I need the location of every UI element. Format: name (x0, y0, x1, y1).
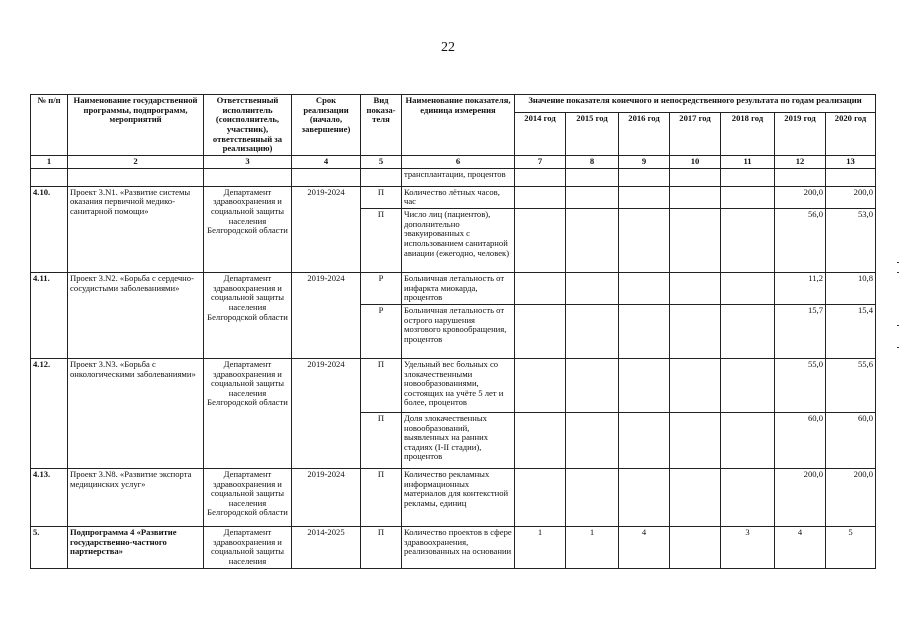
scan-mark (897, 272, 899, 273)
indicator-value (619, 209, 670, 273)
indicator-value (721, 186, 775, 208)
indicator-value: 200,0 (826, 186, 876, 208)
indicator-value (619, 168, 670, 186)
table-row (31, 468, 876, 526)
row-number: 4.11. (31, 273, 68, 359)
indicator-value (775, 168, 826, 186)
indicator-value: 15,4 (826, 304, 876, 358)
header-term: Срок реализации (начало, завершение) (292, 95, 361, 156)
indicator-value (566, 304, 619, 358)
scan-mark (897, 262, 899, 263)
program-name: Проект 3.N2. «Борьба с сердечно-сосудистыми заболеваниями» (68, 273, 204, 359)
header-year: 2016 год (619, 112, 670, 155)
column-number: 5 (361, 155, 402, 168)
column-number: 6 (402, 155, 515, 168)
indicator-value: 60,0 (826, 412, 876, 468)
indicator-value (721, 273, 775, 305)
indicator-value (619, 186, 670, 208)
indicator-type: Р (361, 304, 402, 358)
indicator-value: 4 (619, 526, 670, 568)
row-number (31, 168, 68, 186)
indicator-value: 55,0 (775, 358, 826, 412)
column-number: 4 (292, 155, 361, 168)
term: 2014-2025 (292, 526, 361, 568)
indicator-value (619, 304, 670, 358)
column-number: 11 (721, 155, 775, 168)
indicator-value: 200,0 (826, 468, 876, 526)
indicator-name: Количество проектов в сфере здравоохранения, реализованных на основании (402, 526, 515, 568)
term (292, 168, 361, 186)
executor-name: Департамент здравоохранения и социальной защиты населения (204, 526, 292, 568)
indicator-value: 1 (515, 526, 566, 568)
row-number: 4.10. (31, 186, 68, 272)
indicator-value (515, 186, 566, 208)
header-year: 2015 год (566, 112, 619, 155)
row-number: 5. (31, 526, 68, 568)
indicator-type (361, 168, 402, 186)
indicator-value: 3 (721, 526, 775, 568)
program-name: Проект 3.N1. «Развитие системы оказания первичной медико-санитарной помощи» (68, 186, 204, 272)
indicator-value (515, 468, 566, 526)
executor-name: Департамент здравоохранения и социальной защиты населения Белгородской области (204, 468, 292, 526)
column-number: 9 (619, 155, 670, 168)
indicators-table (30, 94, 876, 569)
indicator-value (619, 412, 670, 468)
table-row (31, 168, 876, 186)
indicator-value (566, 468, 619, 526)
header-year: 2020 год (826, 112, 876, 155)
header-year: 2019 год (775, 112, 826, 155)
indicator-value: 1 (566, 526, 619, 568)
header-year: 2014 год (515, 112, 566, 155)
table-row (31, 273, 876, 305)
indicator-value (566, 412, 619, 468)
table-row (31, 186, 876, 208)
header-value-group: Значение показателя конечного и непосредственного результата по годам реализации (515, 95, 876, 113)
scan-mark (897, 347, 899, 348)
indicator-value (619, 358, 670, 412)
indicator-value: 53,0 (826, 209, 876, 273)
indicator-value (515, 273, 566, 305)
indicator-value (515, 358, 566, 412)
indicator-value (515, 412, 566, 468)
program-name (68, 168, 204, 186)
page-number: 22 (441, 40, 455, 55)
header-indicator: Наименование показателя, единица измерения (402, 95, 515, 156)
indicator-value (670, 186, 721, 208)
executor-name: Департамент здравоохранения и социальной защиты населения Белгородской области (204, 358, 292, 468)
indicator-value (670, 526, 721, 568)
indicator-type: П (361, 209, 402, 273)
indicator-value (721, 168, 775, 186)
indicator-value (670, 209, 721, 273)
indicator-value (566, 186, 619, 208)
indicator-value: 10,8 (826, 273, 876, 305)
indicator-value (721, 412, 775, 468)
indicator-value (566, 273, 619, 305)
column-number: 13 (826, 155, 876, 168)
indicator-name: Число лиц (пациентов), дополнительно эвакуированных с использованием санитарной авиации (ежегодно, человек) (402, 209, 515, 273)
indicator-value: 4 (775, 526, 826, 568)
indicator-value (670, 304, 721, 358)
term: 2019-2024 (292, 186, 361, 272)
indicator-value (826, 168, 876, 186)
indicator-type: П (361, 358, 402, 412)
column-number: 2 (68, 155, 204, 168)
indicator-value (566, 358, 619, 412)
indicator-type: П (361, 412, 402, 468)
scan-mark (897, 325, 899, 326)
indicator-name: Больничная летальность от острого нарушения мозгового кровообращения, процентов (402, 304, 515, 358)
term: 2019-2024 (292, 358, 361, 468)
term: 2019-2024 (292, 273, 361, 359)
column-number: 7 (515, 155, 566, 168)
indicator-type: П (361, 526, 402, 568)
indicator-name: Удельный вес больных со злокачественными новообразованиями, состоящих на учёте 5 лет и более, процентов (402, 358, 515, 412)
program-name: Проект 3.N8. «Развитие экспорта медицинских услуг» (68, 468, 204, 526)
indicator-value (670, 273, 721, 305)
indicator-value: 11,2 (775, 273, 826, 305)
header-year: 2018 год (721, 112, 775, 155)
indicator-value (721, 209, 775, 273)
indicator-value (670, 358, 721, 412)
indicator-name: Количество лётных часов, час (402, 186, 515, 208)
indicator-value: 60,0 (775, 412, 826, 468)
header-year: 2017 год (670, 112, 721, 155)
indicator-value (619, 273, 670, 305)
indicator-value: 55,6 (826, 358, 876, 412)
header-type: Вид показа-теля (361, 95, 402, 156)
header-num: № п/п (31, 95, 68, 156)
indicator-value: 200,0 (775, 186, 826, 208)
column-number: 1 (31, 155, 68, 168)
program-name: Подпрограмма 4 «Развитие государственно-частного партнерства» (68, 526, 204, 568)
indicator-value (566, 168, 619, 186)
indicator-value: 15,7 (775, 304, 826, 358)
indicator-value (515, 168, 566, 186)
indicator-type: П (361, 468, 402, 526)
program-name: Проект 3.N3. «Борьба с онкологическими заболеваниями» (68, 358, 204, 468)
indicator-value (619, 468, 670, 526)
row-number: 4.12. (31, 358, 68, 468)
header-program: Наименование государственной программы, подпрограмм, мероприятий (68, 95, 204, 156)
indicator-name: Доля злокачественных новообразований, выявленных на ранних стадиях (I-II стадии), процентов (402, 412, 515, 468)
column-number: 8 (566, 155, 619, 168)
indicator-value (670, 468, 721, 526)
indicator-name: Количество рекламных информационных материалов для контекстной рекламы, единиц (402, 468, 515, 526)
indicator-type: Р (361, 273, 402, 305)
row-number: 4.13. (31, 468, 68, 526)
indicator-type: П (361, 186, 402, 208)
table-row (31, 358, 876, 412)
indicator-value (515, 304, 566, 358)
indicator-value (515, 209, 566, 273)
indicator-value (721, 358, 775, 412)
column-number: 3 (204, 155, 292, 168)
indicator-name: трансплантации, процентов (402, 168, 515, 186)
indicator-value: 200,0 (775, 468, 826, 526)
indicator-value (721, 304, 775, 358)
indicator-value (670, 168, 721, 186)
indicator-name: Больничная летальность от инфаркта миокарда, процентов (402, 273, 515, 305)
indicator-value (566, 209, 619, 273)
indicator-value: 56,0 (775, 209, 826, 273)
table-row (31, 526, 876, 568)
indicator-value (721, 468, 775, 526)
column-number: 12 (775, 155, 826, 168)
column-number: 10 (670, 155, 721, 168)
executor-name: Департамент здравоохранения и социальной защиты населения Белгородской области (204, 186, 292, 272)
indicator-value (670, 412, 721, 468)
executor-name (204, 168, 292, 186)
term: 2019-2024 (292, 468, 361, 526)
indicator-value: 5 (826, 526, 876, 568)
executor-name: Департамент здравоохранения и социальной защиты населения Белгородской области (204, 273, 292, 359)
header-executor: Ответственный исполнитель (соисполнитель, участник), ответственный за реализацию) (204, 95, 292, 156)
